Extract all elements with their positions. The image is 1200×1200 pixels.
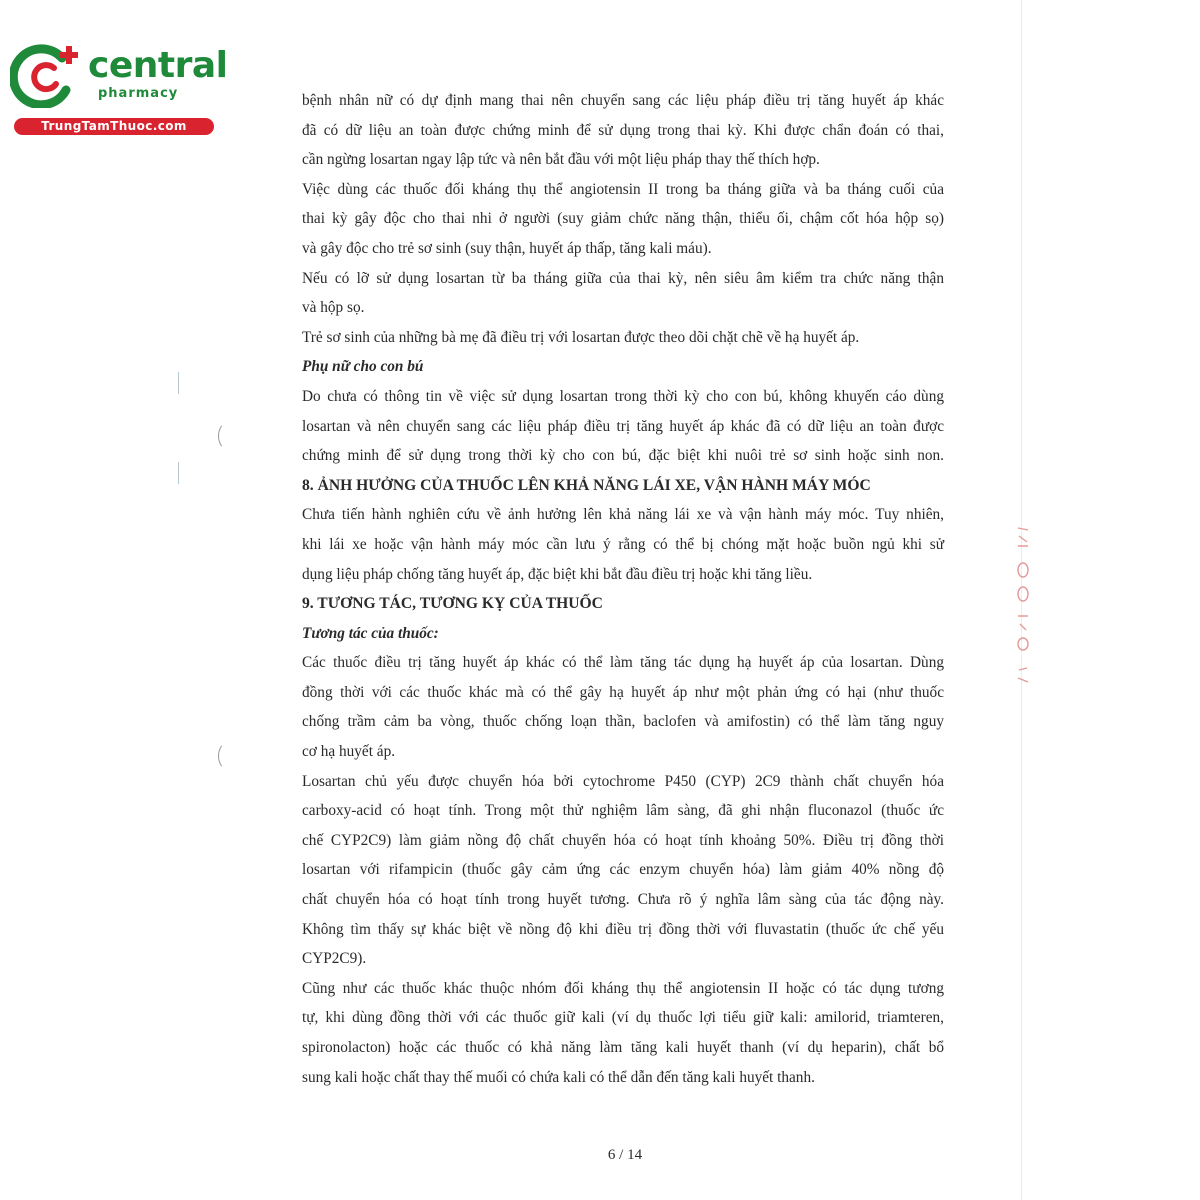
text-line: Cũng như các thuốc khác thuộc nhóm đối kháng thụ thể angiotensin II hoặc có tác dụng tương (302, 979, 944, 997)
text-line: Do chưa có thông tin về việc sử dụng losartan trong thời kỳ cho con bú, không khuyến cáo dùng (302, 387, 944, 405)
text-line: và hộp sọ. (302, 299, 365, 317)
section-heading: 8. ẢNH HƯỞNG CỦA THUỐC LÊN KHẢ NĂNG LÁI XE, VẬN HÀNH MÁY MÓC (302, 476, 871, 494)
logo-website-bar: TrungTamThuoc.com (14, 118, 214, 135)
text-line: Việc dùng các thuốc đối kháng thụ thể angiotensin II trong ba tháng giữa và ba tháng cuối của (302, 180, 944, 198)
text-line: và gây độc cho trẻ sơ sinh (suy thận, huyết áp thấp, tăng kali máu). (302, 239, 712, 257)
text-line: khi lái xe hoặc vận hành máy móc cần lưu ý rằng có thể bị chóng mặt hoặc buồn ngủ khi sử (302, 535, 944, 553)
text-line: đồng thời với các thuốc khác mà có thể gây hạ huyết áp như một phản ứng có hại (như thuốc (302, 683, 944, 701)
scan-tick-mark (178, 462, 179, 484)
document-body (302, 86, 944, 1092)
text-line: dụng liệu pháp chống tăng huyết áp, đặc biệt khi bắt đầu điều trị hoặc khi tăng liều. (302, 565, 813, 583)
punch-hole-mark (218, 422, 238, 450)
section-heading: 9. TƯƠNG TÁC, TƯƠNG KỴ CỦA THUỐC (302, 595, 603, 613)
central-pharmacy-logo (10, 36, 228, 136)
text-line: spironolacton) hoặc các thuốc có khả năng làm tăng kali huyết thanh (ví dụ heparin), chất bổ (302, 1039, 944, 1056)
text-line: chống trầm cảm ba vòng, thuốc chống loạn thần, baclofen và amifostin) có thể làm tăng nguy (302, 713, 944, 731)
text-line: Các thuốc điều trị tăng huyết áp khác có thể làm tăng tác dụng hạ huyết áp của losartan. Dùng (302, 654, 944, 672)
text-line: Không tìm thấy sự khác biệt về nồng độ khi điều trị đồng thời với fluvastatin (thuốc ức chế yếu (302, 920, 944, 938)
text-line: sung kali hoặc chất thay thế muối có chứa kali có thể dẫn đến tăng kali huyết thanh. (302, 1068, 815, 1086)
text-line: bệnh nhân nữ có dự định mang thai nên chuyển sang các liệu pháp điều trị tăng huyết áp khác (302, 92, 944, 109)
text-line: cần ngừng losartan ngay lập tức và nên bắt đầu với một liệu pháp thay thế thích hợp. (302, 151, 820, 169)
subsection-heading: Tương tác của thuốc: (302, 624, 439, 642)
text-line: losartan và nên chuyển sang các liệu pháp điều trị tăng huyết áp khác đã có dữ liệu an toàn được (302, 417, 944, 435)
text-line: chế CYP2C9) làm giảm nồng độ chất chuyển hóa có hoạt tính khoảng 50%. Điều trị đồng thời (302, 831, 944, 849)
text-line: Nếu có lỡ sử dụng losartan từ ba tháng giữa của thai kỳ, nên siêu âm kiểm tra chức năng thận (302, 269, 944, 287)
text-line: đã có dữ liệu an toàn được chứng minh để sử dụng trong thai kỳ. Khi được chẩn đoán có thai, (302, 121, 944, 139)
text-line: chứng minh để sử dụng trong thời kỳ cho con bú, đặc biệt khi nuôi trẻ sơ sinh hoặc sinh non. (302, 447, 944, 465)
subsection-heading: Phụ nữ cho con bú (302, 358, 424, 376)
text-line: Trẻ sơ sinh của những bà mẹ đã điều trị với losartan được theo dõi chặt chẽ về hạ huyết áp. (302, 328, 860, 346)
logo-wordmark: central (88, 45, 228, 86)
punch-hole-mark (218, 742, 238, 770)
text-line: Chưa tiến hành nghiên cứu về ảnh hưởng lên khả năng lái xe và vận hành máy móc. Tuy nhiên, (302, 506, 944, 524)
text-line: Losartan chủ yếu được chuyển hóa bởi cytochrome P450 (CYP) 2C9 thành chất chuyển hóa (302, 772, 944, 790)
text-line: losartan với rifampicin (thuốc gây cảm ứng các enzym chuyển hóa) làm giảm 40% nồng độ (302, 861, 944, 879)
text-line: chất chuyển hóa có hoạt tính trong huyết tương. Chưa rõ ý nghĩa lâm sàng của tác động này. (302, 891, 944, 909)
text-line: tự, khi dùng đồng thời với các thuốc giữ kali (ví dụ thuốc lợi tiểu giữ kali: amilorid, triamteren, (302, 1009, 944, 1027)
scan-tick-mark (178, 372, 179, 394)
text-line: CYP2C9). (302, 950, 367, 968)
logo-subtitle: pharmacy (98, 86, 179, 101)
pharmacy-logo-icon (10, 40, 82, 108)
text-line: carboxy-acid có hoạt tính. Trong một thử nghiệm lâm sàng, đã ghi nhận fluconazol (thuốc ức (302, 802, 944, 820)
text-line: cơ hạ huyết áp. (302, 743, 396, 761)
red-stamp-mark (1010, 520, 1036, 690)
text-line: thai kỳ gây độc cho thai nhi ở người (suy giảm chức năng thận, thiểu ối, chậm cốt hóa hộp sọ) (302, 210, 944, 228)
page-number: 6 / 14 (607, 1147, 643, 1163)
